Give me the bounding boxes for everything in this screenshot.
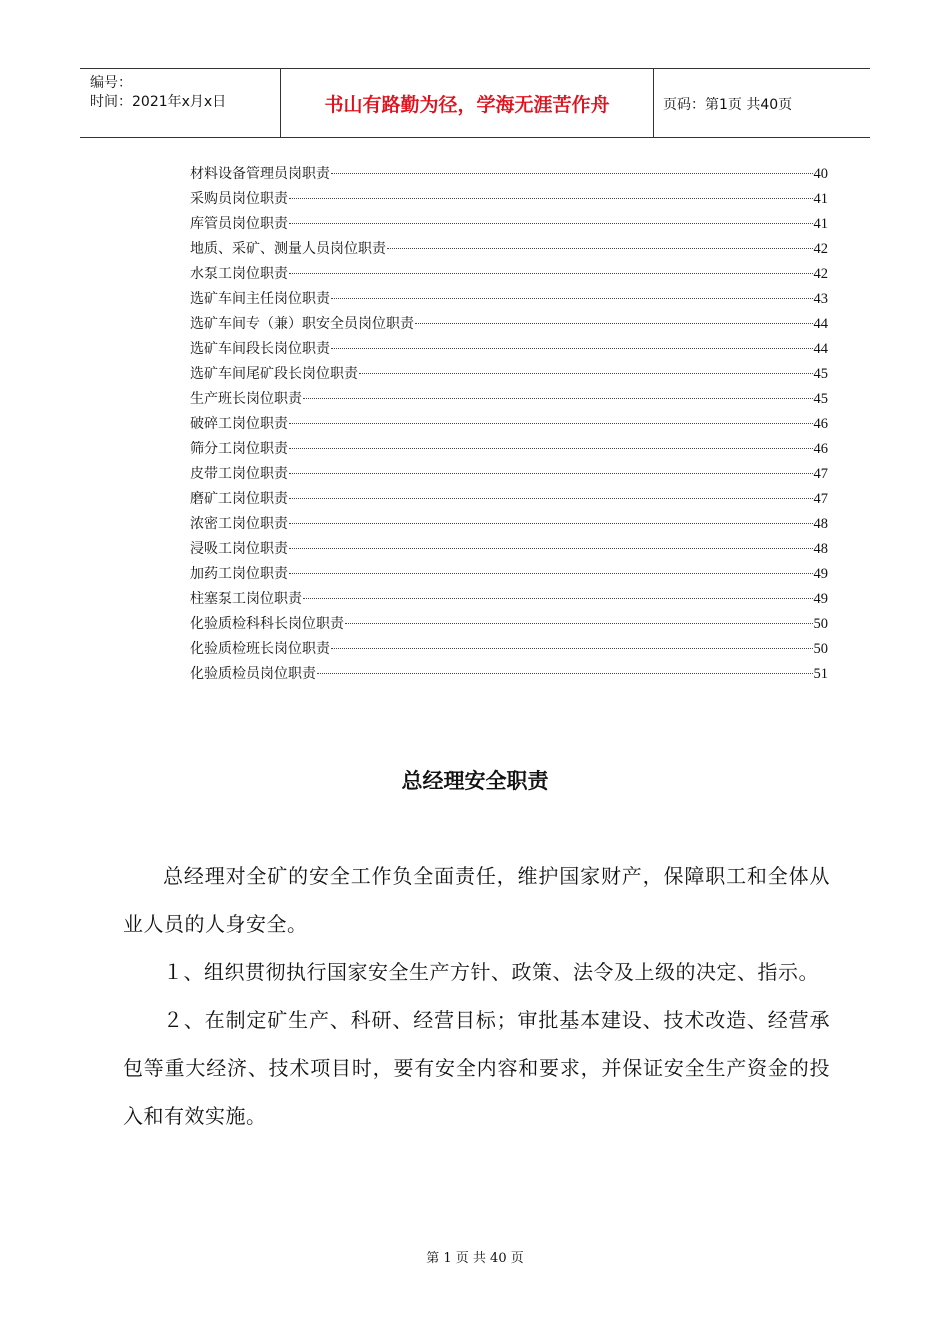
- toc-leader-dots: [303, 398, 813, 399]
- toc-entry-page: 41: [813, 191, 828, 207]
- toc-entry-title: 加药工岗位职责: [190, 566, 288, 582]
- toc-entry-title: 浓密工岗位职责: [190, 516, 288, 532]
- toc-leader-dots: [289, 273, 813, 274]
- toc-entry-title: 水泵工岗位职责: [190, 266, 288, 282]
- toc-leader-dots: [289, 223, 813, 224]
- toc-entry[interactable]: [190, 362, 828, 387]
- toc-leader-dots: [289, 548, 813, 549]
- toc-leader-dots: [289, 498, 813, 499]
- toc-entry-title: 浸吸工岗位职责: [190, 541, 288, 557]
- section-body: [123, 852, 830, 1140]
- toc-entry[interactable]: [190, 662, 828, 687]
- toc-entry[interactable]: [190, 237, 828, 262]
- toc-entry-page: 45: [813, 366, 828, 382]
- toc-entry-page: 49: [813, 591, 828, 607]
- toc-leader-dots: [289, 198, 813, 199]
- toc-entry[interactable]: [190, 262, 828, 287]
- toc-leader-dots: [331, 348, 813, 349]
- toc-leader-dots: [331, 173, 813, 174]
- toc-entry-title: 筛分工岗位职责: [190, 441, 288, 457]
- toc-entry-title: 柱塞泵工岗位职责: [190, 591, 302, 607]
- document-date: 时间：2021年x月x日: [90, 94, 227, 110]
- toc-entry[interactable]: [190, 512, 828, 537]
- toc-entry-title: 化验质检员岗位职责: [190, 666, 316, 682]
- toc-entry-title: 皮带工岗位职责: [190, 466, 288, 482]
- toc-entry-title: 生产班长岗位职责: [190, 391, 302, 407]
- toc-leader-dots: [289, 448, 813, 449]
- body-paragraph: ２、在制定矿生产、科研、经营目标；审批基本建设、技术改造、经营承包等重大经济、技术项目时，要有安全内容和要求，并保证安全生产资金的投入和有效实施。: [123, 1008, 830, 1128]
- toc-entry-title: 选矿车间尾矿段长岗位职责: [190, 366, 358, 382]
- toc-leader-dots: [289, 473, 813, 474]
- toc-entry[interactable]: [190, 487, 828, 512]
- toc-leader-dots: [303, 598, 813, 599]
- toc-entry-title: 库管员岗位职责: [190, 216, 288, 232]
- section-title: 总经理安全职责: [401, 769, 549, 793]
- toc-entry-title: 选矿车间段长岗位职责: [190, 341, 330, 357]
- toc-entry-title: 采购员岗位职责: [190, 191, 288, 207]
- toc-entry-page: 51: [813, 666, 828, 682]
- toc-entry-page: 46: [813, 441, 828, 457]
- toc-leader-dots: [331, 298, 813, 299]
- toc-entry-page: 42: [813, 266, 828, 282]
- toc-entry-page: 48: [813, 541, 828, 557]
- toc-leader-dots: [289, 573, 813, 574]
- toc-entry-page: 46: [813, 416, 828, 432]
- toc-entry[interactable]: [190, 412, 828, 437]
- toc-entry-title: 磨矿工岗位职责: [190, 491, 288, 507]
- page-header: [80, 68, 870, 138]
- toc-entry-page: 42: [813, 241, 828, 257]
- toc-entry-title: 选矿车间主任岗位职责: [190, 291, 330, 307]
- toc-entry[interactable]: [190, 387, 828, 412]
- toc-leader-dots: [289, 523, 813, 524]
- toc-entry-page: 50: [813, 616, 828, 632]
- toc-entry-page: 47: [813, 466, 828, 482]
- toc-entry[interactable]: [190, 312, 828, 337]
- toc-entry[interactable]: [190, 187, 828, 212]
- header-page-info: 页码：第1页 共40页: [663, 97, 793, 113]
- toc-entry-title: 化验质检科科长岗位职责: [190, 616, 344, 632]
- header-meta-cell: [80, 69, 280, 137]
- toc-entry-title: 地质、采矿、测量人员岗位职责: [190, 241, 386, 257]
- toc-entry-page: 43: [813, 291, 828, 307]
- toc-entry-page: 47: [813, 491, 828, 507]
- header-motto: 书山有路勤为径，学海无涯苦作舟: [324, 94, 610, 116]
- toc-entry[interactable]: [190, 462, 828, 487]
- toc-entry-title: 化验质检班长岗位职责: [190, 641, 330, 657]
- toc-leader-dots: [289, 423, 813, 424]
- document-number-label: 编号：: [90, 75, 132, 91]
- toc-entry[interactable]: [190, 337, 828, 362]
- toc-entry[interactable]: [190, 162, 828, 187]
- toc-leader-dots: [331, 648, 813, 649]
- toc-entry-page: 49: [813, 566, 828, 582]
- body-paragraph: １、组织贯彻执行国家安全生产方针、政策、法令及上级的决定、指示。: [163, 960, 819, 984]
- header-page-cell: [653, 69, 870, 137]
- toc-entry-title: 材料设备管理员岗职责: [190, 166, 330, 182]
- toc-entry-page: 45: [813, 391, 828, 407]
- toc-entry[interactable]: [190, 287, 828, 312]
- toc-entry-page: 48: [813, 516, 828, 532]
- toc-entry-page: 44: [813, 316, 828, 332]
- toc-entry-page: 40: [813, 166, 828, 182]
- toc-leader-dots: [387, 248, 813, 249]
- toc-entry-title: 破碎工岗位职责: [190, 416, 288, 432]
- toc-leader-dots: [359, 373, 813, 374]
- toc-entry[interactable]: [190, 212, 828, 237]
- toc-entry[interactable]: [190, 537, 828, 562]
- toc-entry[interactable]: [190, 637, 828, 662]
- toc-leader-dots: [415, 323, 813, 324]
- toc-entry-page: 41: [813, 216, 828, 232]
- body-paragraph: 总经理对全矿的安全工作负全面责任，维护国家财产，保障职工和全体从业人员的人身安全。: [123, 864, 830, 936]
- toc-entry[interactable]: [190, 437, 828, 462]
- toc-entry[interactable]: [190, 562, 828, 587]
- toc-entry-page: 44: [813, 341, 828, 357]
- toc-entry[interactable]: [190, 612, 828, 637]
- toc-entry-page: 50: [813, 641, 828, 657]
- page-footer: 第 1 页 共 40 页: [426, 1251, 524, 1266]
- toc-leader-dots: [345, 623, 813, 624]
- toc-entry-title: 选矿车间专（兼）职安全员岗位职责: [190, 316, 414, 332]
- header-motto-cell: [280, 69, 654, 137]
- table-of-contents: [190, 162, 828, 687]
- toc-leader-dots: [317, 673, 813, 674]
- toc-entry[interactable]: [190, 587, 828, 612]
